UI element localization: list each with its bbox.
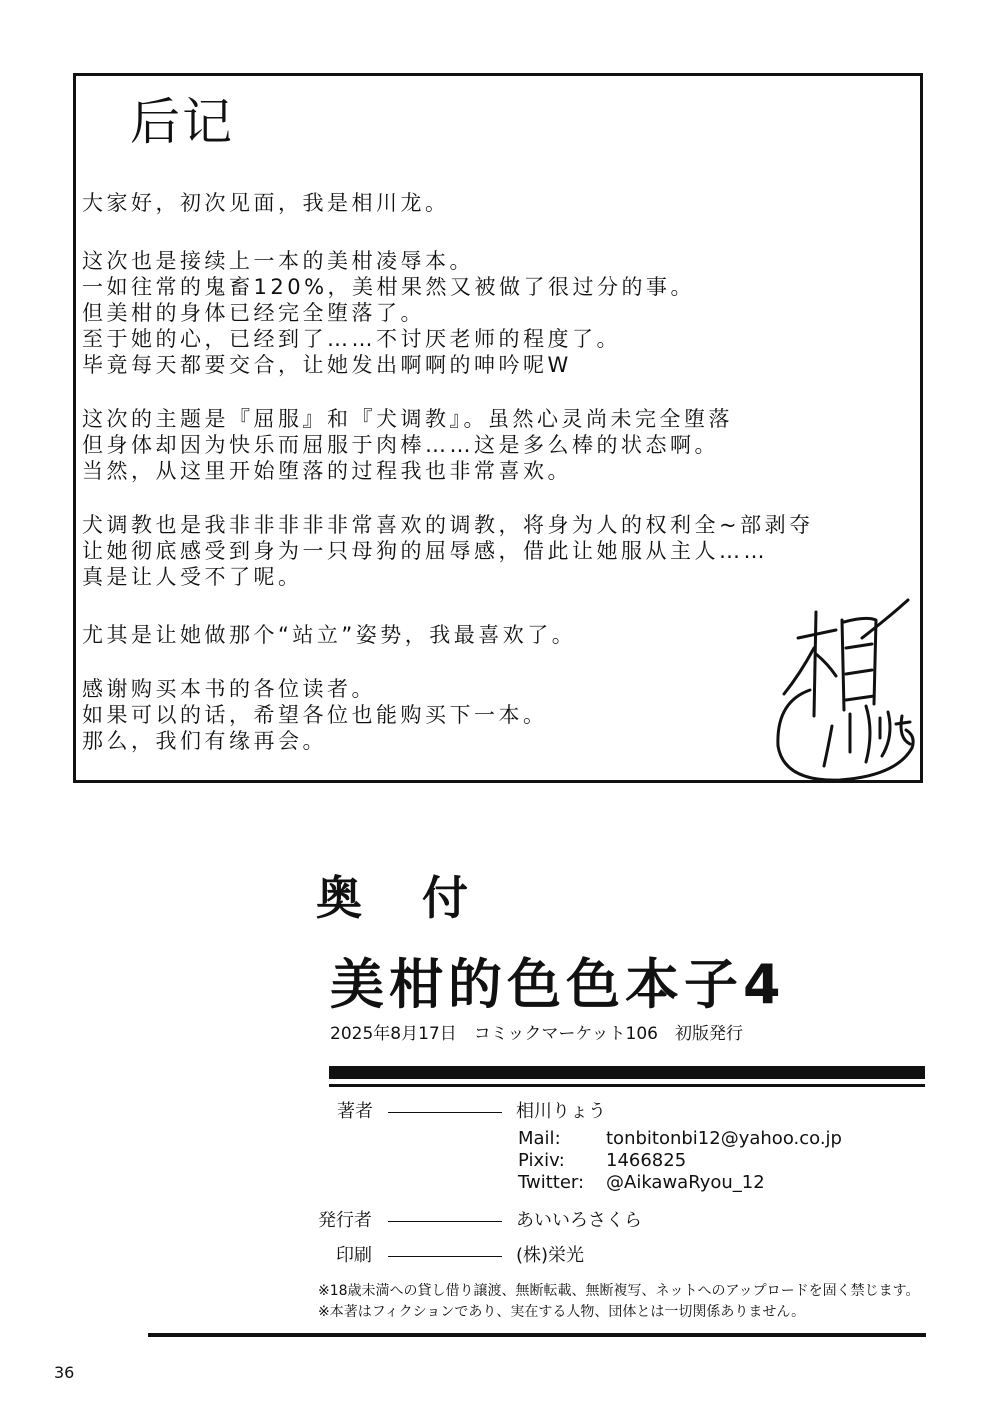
author-dash (388, 1112, 502, 1113)
afterword-line: 感谢购买本书的各位读者。 (82, 677, 376, 701)
afterword-box (73, 73, 923, 783)
pixiv-label: Pixiv: (518, 1150, 565, 1171)
mail-label: Mail: (518, 1128, 561, 1149)
afterword-line: 但美柑的身体已经完全堕落了。 (82, 301, 425, 325)
afterword-title: 后记 (130, 93, 234, 151)
afterword-line: 但身体却因为快乐而屈服于肉棒……这是多么棒的状态啊。 (82, 433, 719, 457)
colophon-rule-thick (329, 1066, 925, 1079)
afterword-line: 毕竟每天都要交合，让她发出啊啊的呻吟呢W (82, 353, 572, 377)
author-label: 著者 (337, 1101, 373, 1122)
book-title: 美柑的色色本子4 (330, 953, 786, 1016)
handwritten-signature (770, 598, 916, 788)
mail-value: tonbitonbi12@yahoo.co.jp (606, 1128, 842, 1149)
colophon-heading: 奥 付 (316, 871, 491, 925)
pixiv-value: 1466825 (606, 1150, 687, 1171)
twitter-value: @AikawaRyou_12 (606, 1172, 765, 1193)
publisher-dash (388, 1221, 502, 1222)
twitter-label: Twitter: (518, 1172, 585, 1193)
afterword-line: 让她彻底感受到身为一只母狗的屈辱感，借此让她服从主人…… (82, 539, 768, 563)
afterword-line: 当然，从这里开始堕落的过程我也非常喜欢。 (82, 459, 572, 483)
colophon-rule-thin (329, 1084, 925, 1087)
afterword-line: 这次也是接续上一本的美柑凌辱本。 (82, 249, 474, 273)
afterword-line: 那么，我们有缘再会。 (82, 729, 327, 753)
notice-fiction: ※本著はフィクションであり、実在する人物、団体とは一切関係ありません。 (318, 1304, 806, 1320)
afterword-line: 犬调教也是我非非非非非常喜欢的调教，将身为人的权利全~部剥夺 (82, 513, 814, 537)
publication-date: 2025年8月17日 コミックマーケット106 初版発行 (330, 1024, 743, 1044)
page-number: 36 (54, 1363, 75, 1382)
afterword-line: 一如往常的鬼畜120%，美柑果然又被做了很过分的事。 (82, 275, 696, 299)
notice-no-redistribution: ※18歳未満への貸し借り譲渡、無断転載、無断複写、ネットへのアップロードを固く禁じます。 (318, 1283, 920, 1299)
bottom-rule (148, 1333, 926, 1337)
afterword-line: 尤其是让她做那个“站立”姿势，我最喜欢了。 (82, 623, 577, 647)
printer-dash (388, 1256, 502, 1257)
printer-name: (株)栄光 (516, 1245, 585, 1266)
publisher-name: あいいろさくら (516, 1210, 642, 1231)
afterword-line: 真是让人受不了呢。 (82, 565, 303, 589)
afterword-line: 大家好，初次见面，我是相川龙。 (82, 191, 450, 215)
afterword-line: 如果可以的话，希望各位也能购买下一本。 (82, 703, 548, 727)
afterword-line: 这次的主题是『屈服』和『犬调教』。虽然心灵尚未完全堕落 (82, 407, 733, 431)
author-name: 相川りょう (516, 1101, 606, 1122)
printer-label: 印刷 (336, 1245, 372, 1266)
afterword-line: 至于她的心，已经到了……不讨厌老师的程度了。 (82, 327, 621, 351)
publisher-label: 発行者 (318, 1210, 372, 1231)
